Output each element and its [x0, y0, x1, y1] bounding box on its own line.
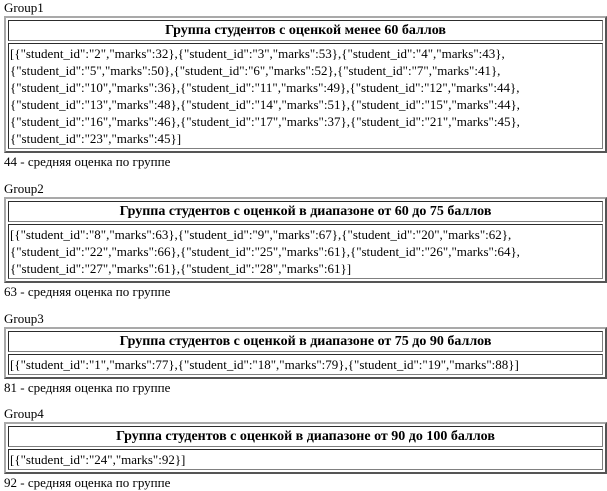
group-table [4, 327, 607, 379]
group-students-data: [{"student_id":"8","marks":63},{"student_id":"9","marks":67},{"student_id":"20","marks":62},{"student_id":"22","marks":66},{"student_id":"25","marks":61},{"student_id":"26","marks":64},{"student_id":"27","marks":61},{"student_id":"28","marks":61}] [8, 224, 603, 279]
group-label: Group2 [4, 181, 44, 196]
group-2-section [4, 181, 607, 300]
group-students-data: [{"student_id":"2","marks":32},{"student_id":"3","marks":53},{"student_id":"4","marks":43},{"student_id":"5","marks":50},{"student_id":"6","marks":52},{"student_id":"7","marks":41},{"student_id":"10","marks":36},{"student_id":"11","marks":49},{"student_id":"12","marks":44},{"student_id":"13","marks":48},{"student_id":"14","marks":51},{"student_id":"15","marks":44},{"student_id":"16","marks":46},{"student_id":"17","marks":37},{"student_id":"21","marks":45},{"student_id":"23","marks":45}] [8, 43, 603, 149]
group-table [4, 197, 607, 283]
group-3-section [4, 311, 607, 396]
group-table [4, 16, 607, 153]
group-table [4, 422, 607, 474]
group-average: 81 - средняя оценка по группе [4, 380, 171, 395]
group-label: Group4 [4, 406, 44, 421]
group-1-section [4, 0, 607, 170]
group-heading: Группа студентов с оценкой в диапазоне от 60 до 75 баллов [8, 201, 603, 222]
group-students-data: [{"student_id":"24","marks":92}] [8, 449, 603, 470]
group-average: 63 - средняя оценка по группе [4, 284, 171, 299]
group-label: Group1 [4, 0, 44, 15]
group-4-section [4, 406, 607, 491]
group-average: 44 - средняя оценка по группе [4, 154, 171, 169]
group-heading: Группа студентов с оценкой в диапазоне от 90 до 100 баллов [8, 426, 603, 447]
group-average: 92 - средняя оценка по группе [4, 475, 171, 490]
group-heading: Группа студентов с оценкой менее 60 баллов [8, 20, 603, 41]
group-label: Group3 [4, 311, 44, 326]
group-heading: Группа студентов с оценкой в диапазоне от 75 до 90 баллов [8, 331, 603, 352]
group-students-data: [{"student_id":"1","marks":77},{"student_id":"18","marks":79},{"student_id":"19","marks":88}] [8, 354, 603, 375]
